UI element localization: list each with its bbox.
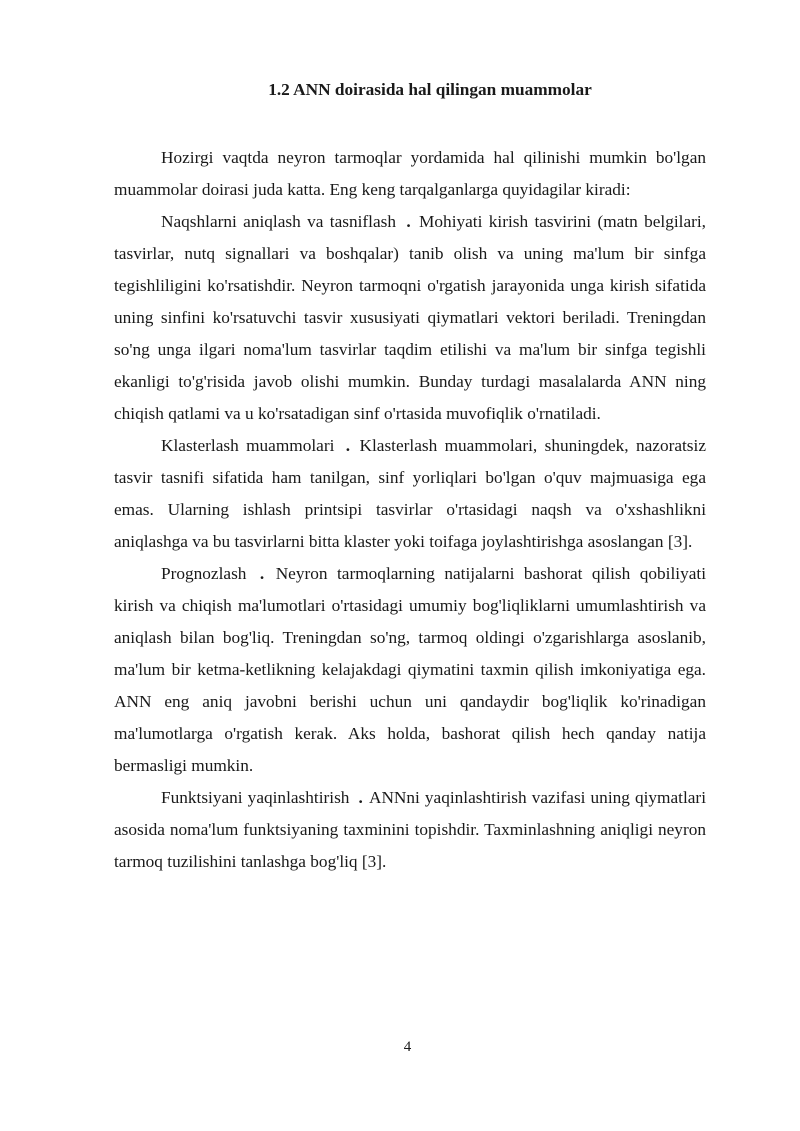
paragraph-body: Mohiyati kirish tasvirini (matn belgilari, tasvirlar, nutq signallari va boshqalar) tanib olish va uning ma'lum bir sinfga tegishliligini ko'rsatishdir. Neyron tarmoqni o'rgatish jarayonida unga kirish sifatida uning sinfini ko'rsatuvchi tasvir xususiyati qiymatlari vektori beriladi. Treningdan so'ng unga ilgari noma'lum tasvirlar taqdim etilishi va ma'lum bir sinfga tegishli ekanligi to'g'risida javob olishi mumkin. Bunday turdagi masalalarda ANN ning chiqish qatlami va u ko'rsatadigan sinf o'rtasida muvofiqlik o'rnatiladi. [114,212,707,423]
lead-separator: . [358,788,363,807]
lead-separator: . [259,564,265,583]
paragraph-lead: Naqshlarni aniqlash va tasniflash [161,212,396,231]
paragraph-pattern-recognition [114,206,706,430]
intro-paragraph: Hozirgi vaqtda neyron tarmoqlar yordamida hal qilinishi mumkin bo'lgan muammolar doirasi juda katta. Eng keng tarqalganlarga quyidagilar kiradi: [114,148,706,199]
paragraph-clustering [114,430,706,558]
lead-separator: . [406,212,411,231]
paragraph-lead: Klasterlash muammolari [161,436,335,455]
section-heading: 1.2 ANN doirasida hal qilingan muammolar [268,80,592,99]
paragraph-lead: Funktsiyani yaqinlashtirish [161,788,350,807]
lead-separator: . [345,436,351,455]
paragraph-body: Neyron tarmoqlarning natijalarni bashorat qilish qobiliyati kirish va chiqish ma'lumotlari o'rtasidagi umumiy bog'liqliklarni umumlashtirish va aniqlash bilan bog'liq. Treningdan so'ng, tarmoq oldingi o'zgarishlarga asoslanib, ma'lum bir ketma-ketlikning kelajakdagi qiymatini taxmin qilish imkoniyatiga ega. ANN eng aniq javobni berishi uchun uni qandaydir bog'liqlik ko'rinadigan ma'lumotlarga o'rgatish kerak. Aks holda, bashorat qilish hech qanday natija bermasligi mumkin. [114,564,706,775]
paragraph-lead: Prognozlash [161,564,247,583]
paragraph-body: ANNni yaqinlashtirish vazifasi uning qiymatlari asosida noma'lum funktsiyaning taxminini topishdir. Taxminlashning aniqligi neyron tarmoq tuzilishini tanlashga bog'liq [3]. [114,788,706,871]
paragraph-forecasting [114,558,706,782]
paragraph-body: Klasterlash muammolari, shuningdek, nazoratsiz tasvir tasnifi sifatida ham tanilgan, sinf yorliqlari bo'lgan o'quv majmuasiga ega emas. Ularning ishlash printsipi tasvirlar o'rtasidagi naqsh va o'xshashlikni aniqlashga va bu tasvirlarni bitta klaster yoki toifaga joylashtirishga asoslangan [3]. [114,436,707,551]
page-number: 4 [403,1039,412,1055]
paragraph-function-approximation [114,782,706,878]
